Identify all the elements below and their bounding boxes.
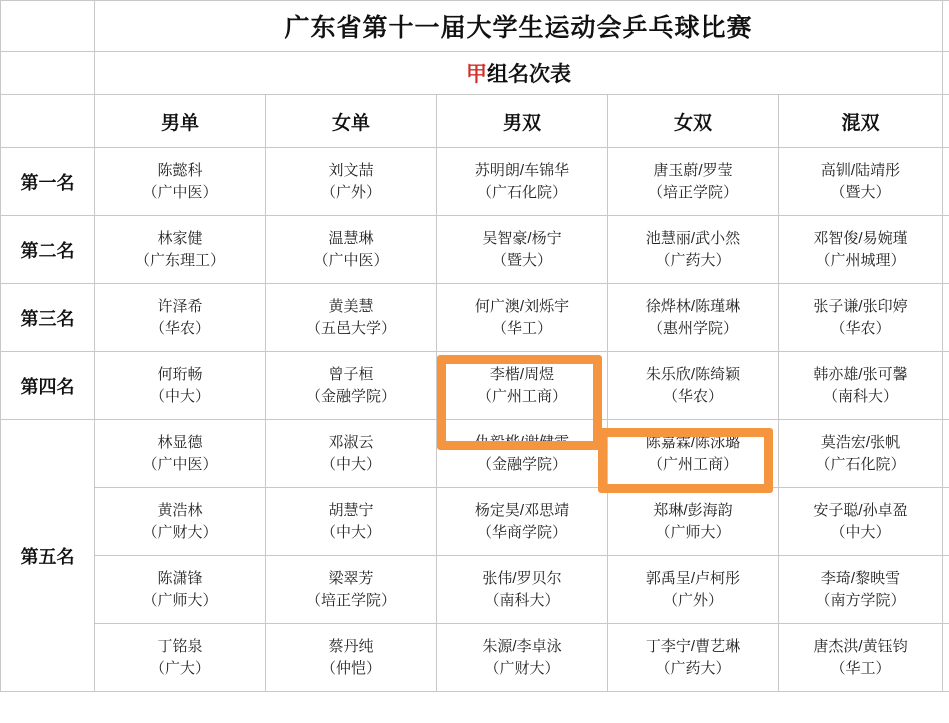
result-cell (437, 556, 608, 624)
result-team: （暨大） (830, 183, 891, 201)
result-name: 高钏/陆靖彤 (820, 161, 901, 179)
result-name: 蔡丹纯 (328, 637, 374, 655)
row-right-spacer (943, 216, 949, 284)
result-cell (266, 148, 437, 216)
result-cell (779, 624, 943, 692)
result-name: 黄美慧 (328, 297, 374, 315)
row-right-spacer (943, 352, 949, 420)
result-name: 唐杰洪/黄钰钧 (813, 637, 908, 655)
result-team: （中大） (320, 455, 381, 473)
result-name: 唐玉蔚/罗莹 (653, 161, 733, 179)
result-name: 何广澳/刘烁宇 (474, 297, 570, 315)
result-name: 林显德 (157, 433, 203, 451)
result-name: 安子聪/孙卓盈 (813, 501, 908, 519)
result-team: （华农） (149, 319, 210, 337)
result-name: 胡慧宁 (328, 501, 374, 519)
result-name: 吴智豪/杨宁 (482, 229, 562, 247)
result-team: （广外） (662, 591, 723, 609)
result-cell (95, 148, 266, 216)
result-name: 杨定昊/邓思靖 (474, 501, 570, 519)
row-right-spacer (943, 556, 949, 624)
result-cell (608, 352, 779, 420)
result-name: 温慧琳 (328, 229, 374, 247)
title-row (1, 1, 949, 52)
result-cell (779, 420, 943, 488)
result-team: （南科大） (484, 591, 560, 609)
result-cell (437, 284, 608, 352)
rank-label: 第五名 (1, 420, 95, 692)
table-row (1, 352, 949, 420)
result-team: （广州城理） (815, 251, 906, 269)
result-name: 丁李宁/曹艺琳 (645, 637, 741, 655)
result-name: 林家健 (157, 229, 203, 247)
result-name: 邓智俊/易婉瑾 (813, 229, 908, 247)
result-team: （广大） (149, 659, 210, 677)
title-right-blank (943, 1, 949, 52)
result-team: （五邑大学） (305, 319, 396, 337)
result-cell (608, 488, 779, 556)
row-right-spacer (943, 420, 949, 488)
result-name: 陈懿科 (157, 161, 203, 179)
result-team: （华工） (491, 319, 552, 337)
result-name: 李琦/黎映雪 (820, 569, 901, 587)
result-team: （广财大） (142, 523, 218, 541)
column-header-row (1, 95, 949, 148)
result-cell (266, 420, 437, 488)
result-cell (266, 556, 437, 624)
result-cell (266, 624, 437, 692)
result-cell (437, 488, 608, 556)
result-team: （广药大） (655, 659, 731, 677)
result-name: 郭禹呈/卢柯彤 (645, 569, 741, 587)
result-name: 苏明朗/车锦华 (474, 161, 570, 179)
result-name: 黄浩林 (157, 501, 203, 519)
row-right-spacer (943, 624, 949, 692)
subtitle-right-blank (943, 52, 949, 95)
result-name: 张伟/罗贝尔 (482, 569, 562, 587)
result-team: （广中医） (142, 183, 218, 201)
result-cell (95, 216, 266, 284)
result-cell (779, 148, 943, 216)
result-cell (779, 556, 943, 624)
column-header-womens-singles: 女单 (266, 95, 437, 148)
result-team: （广中医） (142, 455, 218, 473)
result-team: （中大） (149, 387, 210, 405)
result-team: （广财大） (484, 659, 560, 677)
result-cell (608, 556, 779, 624)
result-team: （广石化院） (815, 455, 906, 473)
column-header-mens-singles: 男单 (95, 95, 266, 148)
result-team: （金融学院） (305, 387, 396, 405)
result-cell (266, 284, 437, 352)
result-team: （广州工商） (476, 387, 567, 405)
result-name: 邓淑云 (328, 433, 374, 451)
table-row (1, 420, 949, 488)
table-row (1, 216, 949, 284)
result-cell (608, 284, 779, 352)
title-left-blank (1, 1, 95, 52)
result-team: （广师大） (142, 591, 218, 609)
document-subtitle (95, 52, 943, 95)
result-cell (779, 352, 943, 420)
result-name: 池慧丽/武小然 (645, 229, 741, 247)
result-team: （广州工商） (647, 455, 738, 473)
result-team: （华农） (662, 387, 723, 405)
result-name: 刘文喆 (328, 161, 374, 179)
table-row (1, 556, 949, 624)
rank-label: 第三名 (1, 284, 95, 352)
result-cell (95, 420, 266, 488)
result-team: （华商学院） (476, 523, 567, 541)
result-cell (266, 352, 437, 420)
result-cell (95, 352, 266, 420)
result-name: 郑琳/彭海韵 (653, 501, 733, 519)
result-team: （暨大） (491, 251, 552, 269)
result-name: 李楷/周煜 (489, 365, 555, 383)
result-cell (437, 624, 608, 692)
result-name: 朱乐欣/陈绮颖 (645, 365, 741, 383)
result-name: 梁翠芳 (328, 569, 374, 587)
result-cell (437, 148, 608, 216)
rank-label: 第一名 (1, 148, 95, 216)
result-team: （华工） (830, 659, 891, 677)
result-team: （广东理工） (134, 251, 225, 269)
subtitle-left-blank (1, 52, 95, 95)
result-team: （仲恺） (320, 659, 381, 677)
row-right-spacer (943, 95, 949, 148)
result-name: 陈嘉霖/陈泳璐 (645, 433, 741, 451)
column-header-mixed-doubles: 混双 (779, 95, 943, 148)
result-name: 何珩畅 (157, 365, 203, 383)
rank-label: 第四名 (1, 352, 95, 420)
result-cell (779, 488, 943, 556)
subtitle-rest: 组名次表 (487, 63, 572, 86)
table-row (1, 148, 949, 216)
result-cell (95, 284, 266, 352)
result-team: （南方学院） (815, 591, 906, 609)
result-name: 许泽希 (157, 297, 203, 315)
result-team: （广师大） (655, 523, 731, 541)
column-header-mens-doubles: 男双 (437, 95, 608, 148)
table-row (1, 284, 949, 352)
result-cell (266, 216, 437, 284)
result-cell (95, 488, 266, 556)
result-cell (95, 556, 266, 624)
result-cell (779, 216, 943, 284)
row-right-spacer (943, 284, 949, 352)
result-team: （广药大） (655, 251, 731, 269)
result-cell-highlighted (608, 420, 779, 488)
row-right-spacer (943, 488, 949, 556)
result-cell (266, 488, 437, 556)
result-team: （广外） (320, 183, 381, 201)
subtitle-row (1, 52, 949, 95)
table-row (1, 624, 949, 692)
result-team: （金融学院） (476, 455, 567, 473)
result-team: （广石化院） (476, 183, 567, 201)
result-cell (608, 216, 779, 284)
result-cell (95, 624, 266, 692)
rank-column-header (1, 95, 95, 148)
result-team: （中大） (830, 523, 891, 541)
result-cell (779, 284, 943, 352)
result-name: 韩亦雄/张可馨 (813, 365, 908, 383)
result-team: （惠州学院） (647, 319, 738, 337)
result-name: 莫浩宏/张帆 (820, 433, 901, 451)
row-right-spacer (943, 148, 949, 216)
result-team: （培正学院） (647, 183, 738, 201)
result-cell (608, 624, 779, 692)
result-team: （华农） (830, 319, 891, 337)
result-cell (437, 420, 608, 488)
result-team: （广中医） (313, 251, 389, 269)
document-title: 广东省第十一届大学生运动会乒乓球比赛 (95, 1, 943, 52)
result-name: 仇毅桦/谢健霖 (474, 433, 570, 451)
result-cell-highlighted (437, 352, 608, 420)
result-cell (437, 216, 608, 284)
result-cell (608, 148, 779, 216)
result-team: （中大） (320, 523, 381, 541)
result-name: 张子谦/张印婷 (813, 297, 908, 315)
result-name: 丁铭泉 (157, 637, 203, 655)
rank-label: 第二名 (1, 216, 95, 284)
subtitle-group-letter: 甲 (466, 63, 488, 86)
column-header-womens-doubles: 女双 (608, 95, 779, 148)
result-name: 徐烨林/陈瑾琳 (645, 297, 741, 315)
result-name: 朱源/李卓泳 (482, 637, 562, 655)
result-name: 陈潇锋 (157, 569, 203, 587)
result-team: （培正学院） (305, 591, 396, 609)
result-team: （南科大） (823, 387, 899, 405)
table-row (1, 488, 949, 556)
result-name: 曾子桓 (328, 365, 374, 383)
